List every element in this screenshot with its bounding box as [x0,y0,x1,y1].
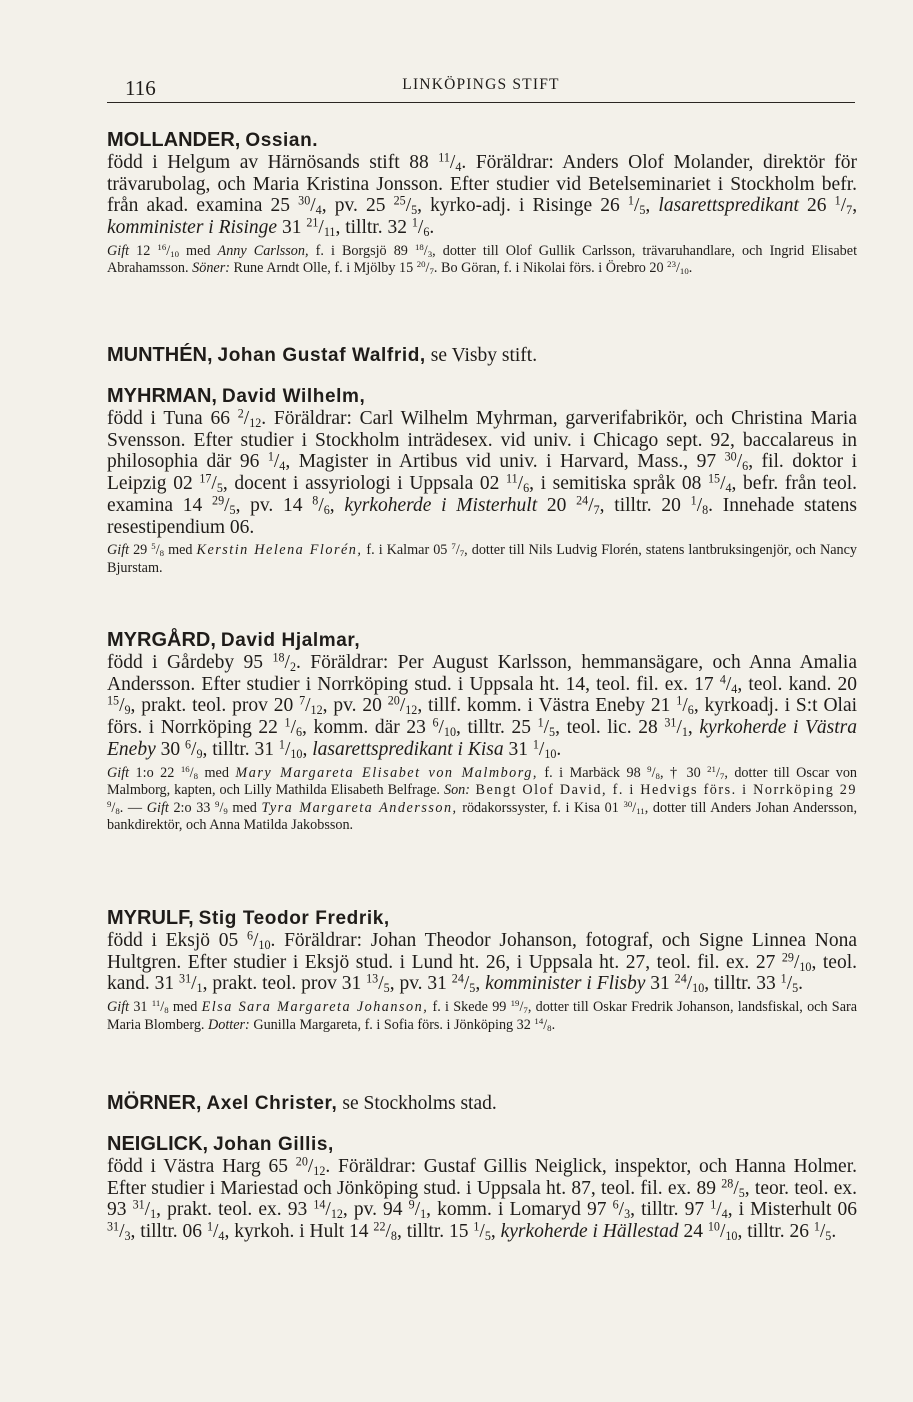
entry-heading [107,385,857,408]
entry-family: Gift 1:o 22 $^{16}/_8$ med Mary Margareta Elisabet von Malmborg, f. i Marbäck 98 $^9/_8$, † 30 $^{21}/_7$, dotter till Oscar von Malmborg, kapten, och Lilly Mathilda Elisabeth Belfrage. Son: Bengt Olof David, f. i Hedvigs förs. i Norrköping 29 $^9/_8$. — Gift 2:o 33 $^9/_9$ med Tyra Margareta Andersson, rödakorssyster, f. i Kisa 01 $^{30}/_{11}$, dotter till Anders Johan Andersson, bankdirektör, och Anna Matilda Jakobsson. [107,763,858,834]
entry-biography: född i Helgum av Härnösands stift 88 $^{11}/_4$. Föräldrar: Anders Olof Molander, direktör för trävarubolag, och Maria Kristina Jonsson. Efter studier vid Betelseminariet i Stockholm befr. från akad. examina 25 $^{30}/_4$, pv. 25 $^{25}/_5$, kyrko-adj. i Risinge 26 $^1/_5$, lasarettspredikant 26 $^1/_7$, komminister i Risinge 31 $^{21}/_{11}$, tilltr. 32 $^1/_6$. [107,150,858,240]
cross-reference: se Stockholms stad. [342,1093,497,1114]
entry-given-names: Ossian. [245,130,319,151]
page-number: 116 [125,76,156,100]
entry-heading [107,1133,857,1156]
entry-given-names: Axel Christer, [206,1093,338,1114]
entry-given-names: Johan Gustaf Walfrid, [217,345,426,366]
entry-given-names: David Hjalmar, [220,630,361,651]
entry-family: Gift 12 $^{16}/_{10}$ med Anny Carlsson, f. i Borgsjö 89 $^{18}/_3$, dotter till Olof Gullik Carlsson, trävaruhandlare, och Ingrid Elisabet Abrahamsson. Söner: Rune Arndt Olle, f. i Mjölby 15 $^{20}/_7$. Bo Göran, f. i Nikolai förs. i Örebro 20 $^{23}/_{10}$. [107,241,858,277]
page-header [107,68,855,103]
entry-heading [107,344,857,367]
entry-munthen [107,344,857,367]
entry-biography: född i Eksjö 05 $^6/_{10}$. Föräldrar: Johan Theodor Johanson, fotograf, och Signe Linnea Nona Hultgren. Efter studier i Eksjö stud. i Lund ht. 26, i Uppsala ht. 27, teol. fil. ex. 27 $^{29}/_{10}$, teol. kand. 31 $^{31}/_1$, prakt. teol. prov 31 $^{13}/_5$, pv. 31 $^{24}/_5$, komminister i Flisby 31 $^{24}/_{10}$, tilltr. 33 $^1/_5$. [107,928,857,996]
cross-reference: se Visby stift. [430,345,538,366]
entry-given-names: Stig Teodor Fredrik, [198,908,390,929]
entry-surname: MUNTHÉN, [107,344,213,366]
entry-myrgard [107,629,857,835]
entry-surname: MYRULF, [107,907,194,929]
entry-given-names: Johan Gillis, [213,1134,334,1155]
entry-given-names: David Wilhelm, [222,386,366,407]
entry-family: Gift 29 $^5/_8$ med Kerstin Helena Florén, f. i Kalmar 05 $^7/_7$, dotter till Nils Ludvig Florén, statens lantbruksingenjör, och Nancy Bjurstam. [107,541,858,576]
entry-biography: född i Tuna 66 $^2/_{12}$. Föräldrar: Carl Wilhelm Myhrman, garverifabrikör, och Christina Maria Svensson. Efter studier i Stockholm inträdesex. vid univ. i Chicago sept. 92, baccalareus in philosophia där 96 $^1/_4$, Magister in Artibus vid univ. i Harvard, Mass., 97 $^{30}/_6$, fil. doktor i Leipzig 02 $^{17}/_5$, docent i assyriologi i Uppsala 02 $^{11}/_6$, i semitiska språk 08 $^{15}/_4$, befr. från teol. examina 14 $^{29}/_5$, pv. 14 $^8/_6$, kyrkoherde i Misterhult 20 $^{24}/_7$, tilltr. 20 $^1/_8$. Innehade statens resestipendium 06. [107,406,858,538]
entry-surname: NEIGLICK, [107,1133,209,1155]
entry-biography: född i Västra Harg 65 $^{20}/_{12}$. Föräldrar: Gustaf Gillis Neiglick, inspektor, och Hanna Holmer. Efter studier i Mariestad och Jönköping stud. i Uppsala ht. 87, teol. fil. ex. 89 $^{28}/_5$, teor. teol. ex. 93 $^{31}/_1$, prakt. teol. ex. 93 $^{14}/_{12}$, pv. 94 $^9/_1$, komm. i Lomaryd 97 $^6/_3$, tilltr. 97 $^1/_4$, i Misterhult 06 $^{31}/_3$, tilltr. 06 $^1/_4$, kyrkoh. i Hult 14 $^{22}/_8$, tilltr. 15 $^1/_5$, kyrkoherde i Hällestad 24 $^{10}/_{10}$, tilltr. 26 $^1/_5$. [107,1154,858,1244]
entry-surname: MYRGÅRD, [107,629,216,651]
entry-mollander [107,129,857,278]
entry-surname: MOLLANDER, [107,129,241,151]
entry-surname: MÖRNER, [107,1092,202,1114]
entry-morner [107,1092,857,1115]
entry-biography: född i Gårdeby 95 $^{18}/_2$. Föräldrar: Per August Karlsson, hemmansägare, och Anna Amalia Andersson. Efter studier i Norrköping stud. i Uppsala ht. 14, teol. fil. ex. 17 $^4/_4$, teol. kand. 20 $^{15}/_9$, prakt. teol. prov 20 $^7/_{12}$, pv. 20 $^{20}/_{12}$, tillf. komm. i Västra Eneby 21 $^1/_6$, kyrkoadj. i S:t Olai förs. i Norrköping 22 $^1/_6$, komm. där 23 $^6/_{10}$, tilltr. 25 $^1/_5$, teol. lic. 28 $^{31}/_1$, kyrkoherde i Västra Eneby 30 $^6/_9$, tilltr. 31 $^1/_{10}$, lasarettspredikant i Kisa 31 $^1/_{10}$. [107,650,858,761]
running-title: LINKÖPINGS STIFT [402,76,560,93]
entry-family: Gift 31 $^{11}/_8$ med Elsa Sara Margareta Johanson, f. i Skede 99 $^{19}/_7$, dotter till Oskar Fredrik Johanson, landsfiskal, och Sara Maria Blomberg. Dotter: Gunilla Margareta, f. i Sofia förs. i Jönköping 32 $^{14}/_8$. [107,998,858,1033]
entry-myrulf [107,907,857,1034]
entry-neiglick [107,1133,857,1243]
entry-heading [107,129,857,152]
entry-myhrman [107,385,857,577]
entry-heading [107,907,857,930]
entry-heading [107,1092,857,1115]
entry-surname: MYHRMAN, [107,385,217,407]
entry-heading [107,629,857,652]
